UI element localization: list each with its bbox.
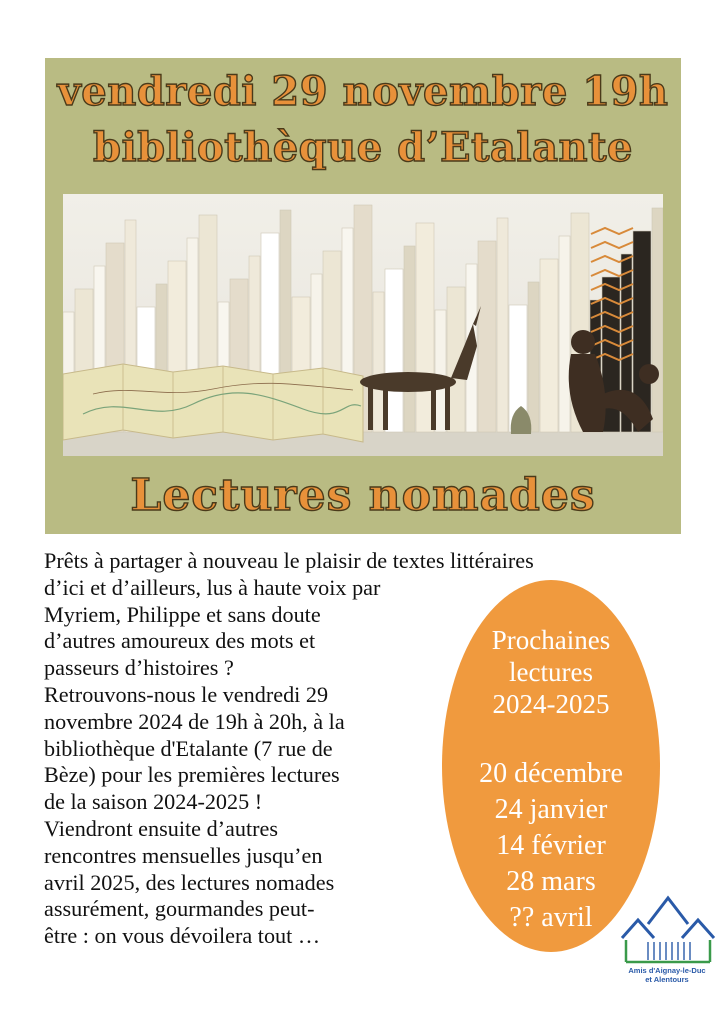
next-readings-title-line: 2024-2025 xyxy=(492,689,610,719)
description-line: bibliothèque d'Etalante (7 rue de xyxy=(44,735,333,761)
bookshelf-photo xyxy=(63,194,663,456)
description-line: de la saison 2024-2025 ! xyxy=(44,789,263,815)
reading-date: 24 janvier xyxy=(494,794,608,825)
book-spine xyxy=(497,218,508,432)
book-pattern xyxy=(591,242,633,248)
reading-date: 14 février xyxy=(496,830,606,861)
book-spine xyxy=(478,241,496,432)
bookshelf-photo-icon xyxy=(63,194,663,456)
next-readings-title-line: lectures xyxy=(509,657,593,687)
book-spine xyxy=(652,208,663,432)
description-line: Retrouvons-nous le vendredi 29 xyxy=(44,681,329,707)
book-spine xyxy=(435,310,446,432)
event-title: Lectures nomades xyxy=(130,470,596,521)
book-spine xyxy=(404,246,415,432)
description-line: rencontres mensuelles jusqu’en xyxy=(44,842,323,868)
book-pattern xyxy=(591,228,633,234)
description-line: d’autres amoureux des mots et xyxy=(44,628,316,654)
description-line: avril 2025, des lectures nomades xyxy=(44,869,335,895)
book-spine xyxy=(559,236,570,432)
accordion-book-icon xyxy=(63,364,363,442)
logo-line: Amis d'Aignay-le-Duc xyxy=(628,966,706,975)
next-readings-title-line: Prochaines xyxy=(491,625,611,655)
next-readings-title xyxy=(442,624,660,720)
logo-line: et Alentours xyxy=(645,975,689,984)
description-line: être : on vous dévoilera tout … xyxy=(44,923,321,949)
book-spine xyxy=(540,259,558,432)
reading-date: 20 décembre xyxy=(479,758,623,789)
description-line: Myriem, Philippe et sans doute xyxy=(44,601,321,627)
description-line: Viendront ensuite d’autres xyxy=(44,815,279,841)
description-line: Prêts à partager à nouveau le plaisir de textes littéraires xyxy=(44,548,534,573)
header-banner xyxy=(45,58,681,534)
description-line: d’ici et d’ailleurs, lus à haute voix par xyxy=(44,574,381,600)
event-date-heading: vendredi 29 novembre 19h xyxy=(57,68,669,115)
description-line: assurément, gourmandes peut- xyxy=(44,896,315,922)
description-line: novembre 2024 de 19h à 20h, à la xyxy=(44,708,345,734)
description-line: passeurs d’histoires ? xyxy=(44,655,234,681)
description-line: Bèze) pour les premières lectures xyxy=(44,762,340,788)
book-spine xyxy=(528,282,539,432)
event-location-heading: bibliothèque d’Etalante xyxy=(92,124,634,171)
logo-caption xyxy=(612,966,722,984)
book-spine xyxy=(373,292,384,432)
reading-date: 28 mars xyxy=(506,866,596,897)
reading-date: ?? avril xyxy=(509,902,593,933)
